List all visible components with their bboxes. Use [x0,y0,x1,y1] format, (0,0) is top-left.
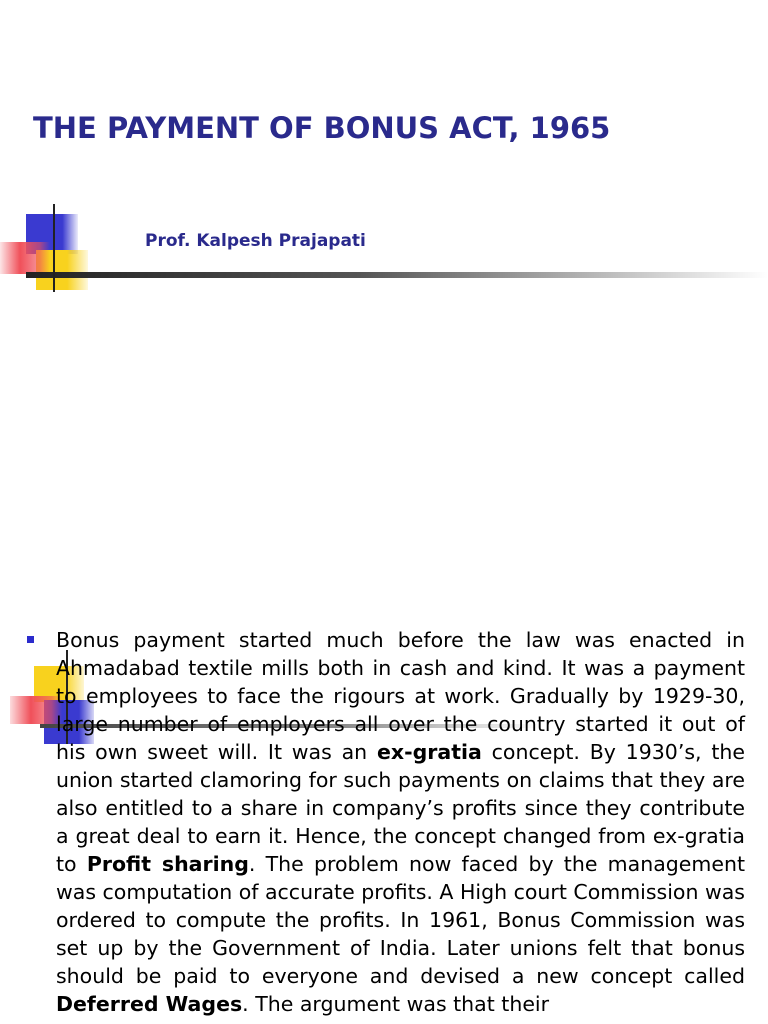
paragraph-text-4: . The argument was that their [242,992,550,1016]
paragraph-text-1: Bonus payment started much before the law was enacted in Ahmadabad textile mills both in cash and kind. It was a payment to employees to face the rigours at work. Gradually by 1929-30, large number of employers all over the country started it out of his own sweet will. It was an [56,628,745,764]
bullet-paragraph [56,626,745,1018]
red-square [0,242,50,274]
horizontal-rule [26,272,768,278]
emphasis-ex-gratia: ex-gratia [376,740,482,764]
slide-author: Prof. Kalpesh Prajapati [145,231,366,251]
paragraph-text-2: concept. By 1930’s, the union started clamoring for such payments on claims that they are also entitled to a share in company’s profits since they contribute a great deal to earn it. Hence, the concept changed from ex-gratia to [56,740,745,876]
slide-decoration-graphic [0,200,768,300]
vertical-rule [53,204,55,292]
paragraph-text-3: . The problem now faced by the management was computation of accurate profits. A High court Commission was ordered to compute the profits. In 1961, Bonus Commission was set up by the Government of India. Later unions felt that bonus should be paid to everyone and devised a new concept called [56,852,745,988]
slide-title: THE PAYMENT OF BONUS ACT, 1965 [33,111,611,145]
red-square [10,696,62,724]
emphasis-profit-sharing: Profit sharing [86,852,249,876]
emphasis-deferred-wages: Deferred Wages [56,992,243,1016]
bullet-marker [27,636,34,643]
